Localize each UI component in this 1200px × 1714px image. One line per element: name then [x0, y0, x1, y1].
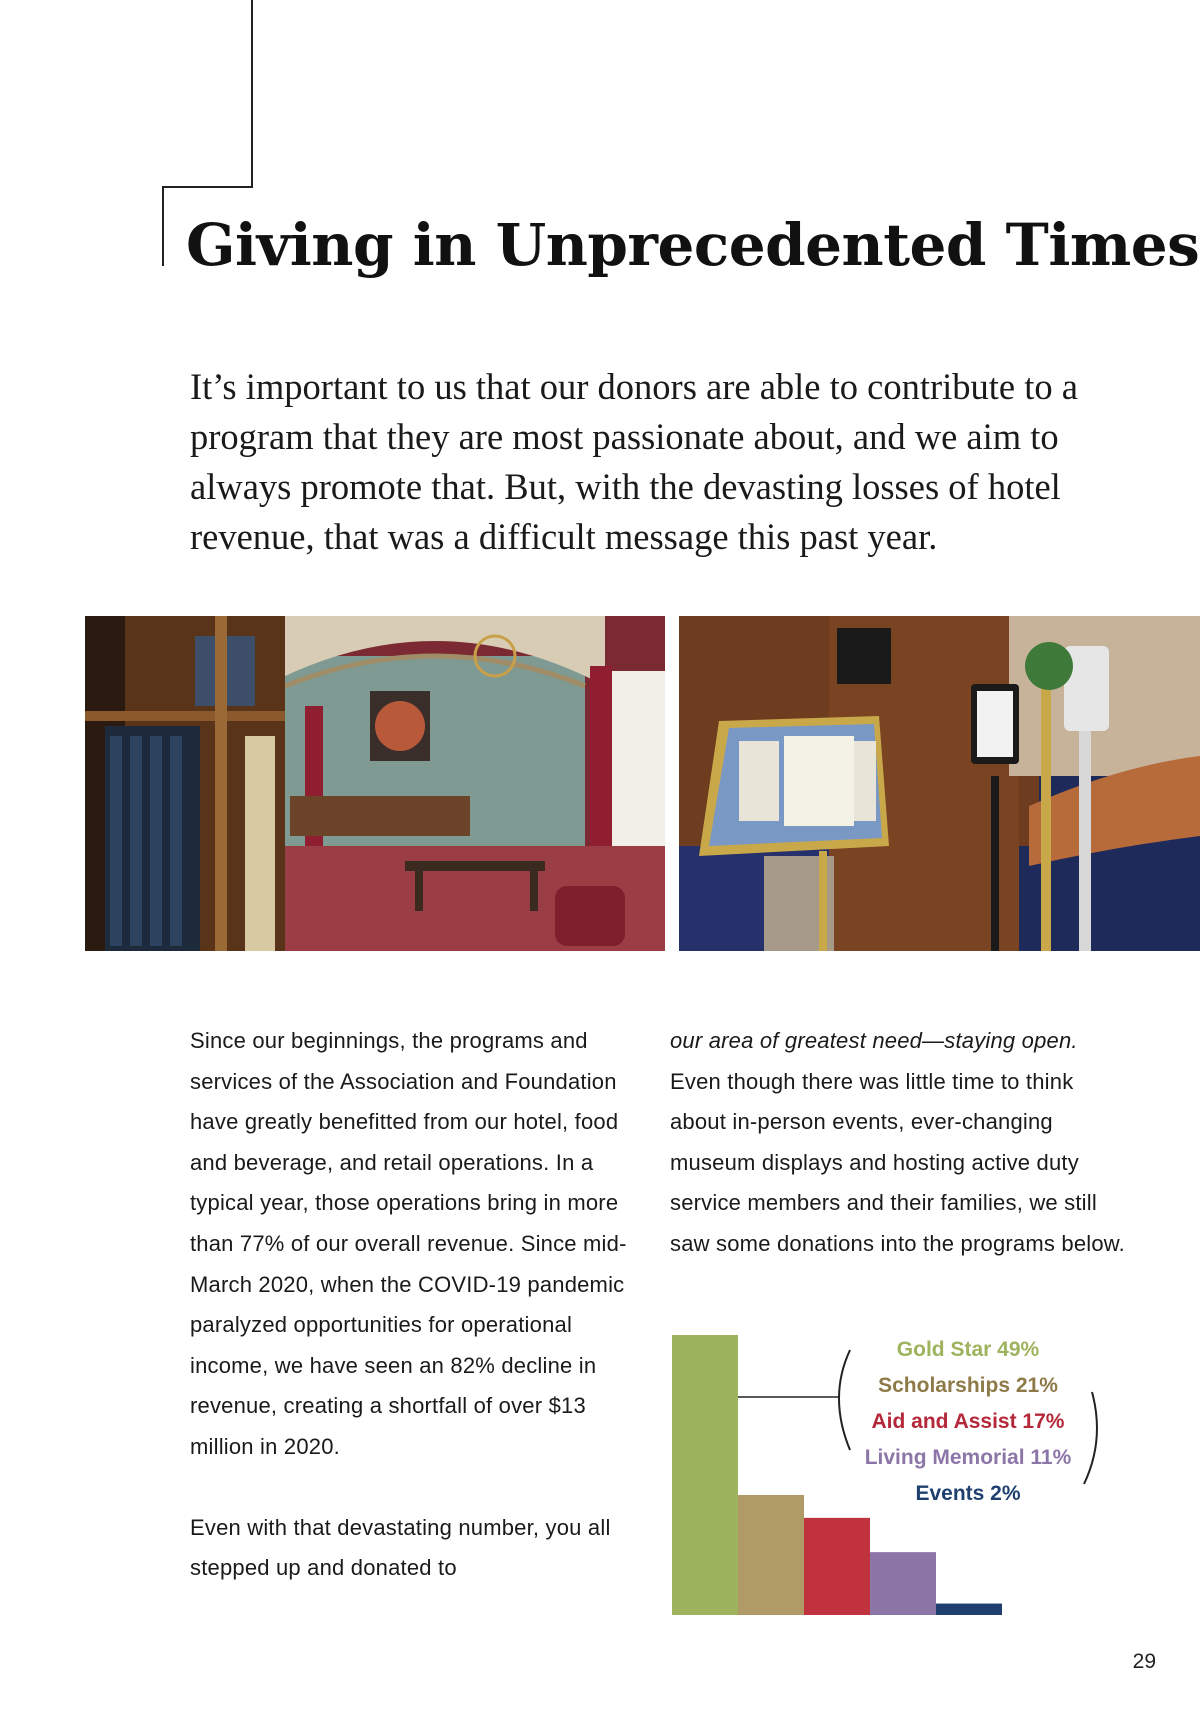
donations-bar-chart: [640, 1320, 1120, 1620]
body-paragraph-1: Since our beginnings, the programs and services of the Association and Foundation have greatly benefitted from our hotel, food and beverage, and retail operations. In a typical year, those operations bring in more than 77% of our overall revenue. Since mid-March 2020, when the COVID-19 pandemic paralyzed opportunities for operational income, we have seen an 82% decline in revenue, creating a shortfall of over $13 million in 2020.: [190, 1028, 627, 1459]
bar-gold-star: [672, 1335, 738, 1615]
legend-item-events: Events 2%: [915, 1482, 1021, 1505]
body-right-column: [670, 1021, 1130, 1265]
donations-bar-svg: [640, 1320, 1120, 1620]
body-paragraph-2: Even with that devastating number, you all stepped up and donated to: [190, 1514, 611, 1581]
legend-item-aid-and-assist: Aid and Assist 17%: [871, 1410, 1065, 1433]
bar-scholarships: [738, 1495, 804, 1615]
lead-paragraph: It’s important to us that our donors are able to contribute to a program that they are most passionate about, and we aim to always promote that. But, with the devasting losses of hotel revenue, that was a difficult message this past year.: [190, 366, 1078, 557]
body-left-column: [190, 1021, 640, 1589]
legend-item-gold-star: Gold Star 49%: [896, 1338, 1040, 1361]
greatest-need-phrase: our area of greatest need—staying open.: [670, 1028, 1078, 1053]
page-title: Giving in Unprecedented Times: [186, 211, 1200, 279]
body-paragraph-3: [670, 1021, 1130, 1265]
legend-item-scholarships: Scholarships 21%: [878, 1374, 1058, 1397]
body-paragraph-3-rest: Even though there was little time to think about in-person events, ever-changing museum displays and hosting active duty service members and their families, we still saw some donations into the programs below.: [670, 1068, 1125, 1256]
corner-rule-vertical: [251, 0, 253, 186]
corner-rule-horizontal: [162, 186, 253, 188]
legend-item-living-memorial: Living Memorial 11%: [864, 1446, 1072, 1469]
bar-aid-and-assist: [804, 1518, 870, 1615]
page-number: 29: [1132, 1650, 1156, 1673]
library-photo: [85, 616, 665, 951]
bar-living-memorial: [870, 1552, 936, 1615]
corner-rule-title: [162, 186, 164, 266]
bar-events: [936, 1604, 1002, 1615]
donation-sign-photo: [679, 616, 1200, 951]
